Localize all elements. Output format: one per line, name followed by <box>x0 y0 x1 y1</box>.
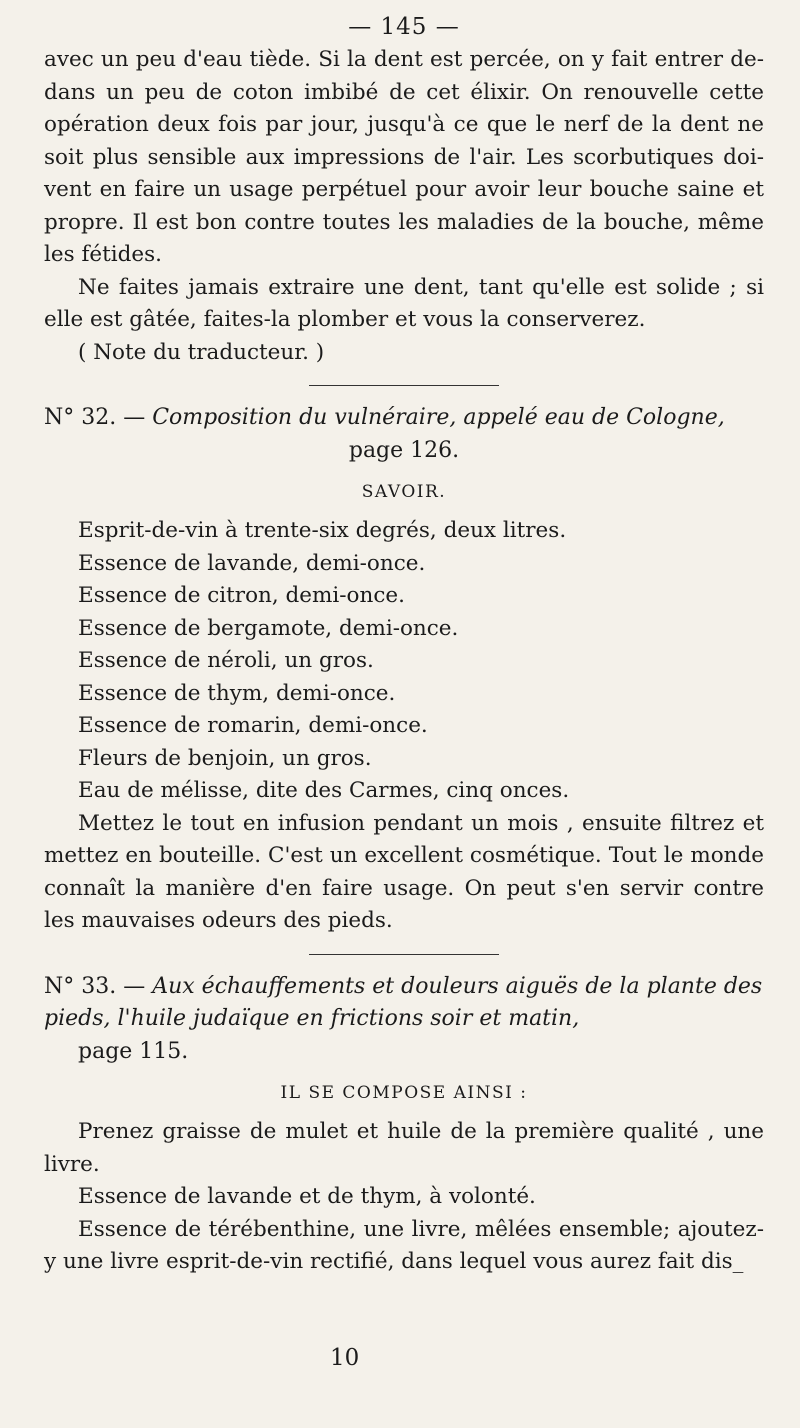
entry-33-heading <box>44 971 764 1036</box>
signature-mark: 10 <box>330 1345 360 1371</box>
list-item: Essence de romarin, demi-once. <box>78 713 428 738</box>
list-item: Eau de mélisse, dite des Carmes, cinq onces. <box>78 778 570 803</box>
list-item: Essence de citron, demi-once. <box>78 583 405 608</box>
book-page <box>44 10 764 1410</box>
entry-32-instructions: Mettez le tout en infusion pendant un mois , ensuite filtrez et mettez en bouteille. C'est un excellent cosmétique. Tout le monde connaît la manière d'en faire usage. On peut s'en servir contre les mauvaises odeurs des pieds. <box>44 810 764 933</box>
list-item: Essence de lavande, demi-once. <box>78 550 426 576</box>
list-item: Essence de néroli, un gros. <box>78 648 374 673</box>
entry-32-page-ref: page 126. <box>348 437 460 463</box>
section-divider <box>309 954 499 955</box>
entry-32-subheading: SAVOIR. <box>361 482 447 502</box>
ingredient-list <box>44 515 764 808</box>
advice-paragraph: Ne faites jamais extraire une dent, tant qu'elle est solide ; si elle est gâtée, faites-la plomber et vous la conserverez. <box>44 274 764 332</box>
list-item: Essence de bergamote, demi-once. <box>78 615 459 641</box>
entry-32-title: Composition du vulnéraire, appelé eau de Cologne, <box>152 405 725 430</box>
entry-33-subheading: IL SE COMPOSE AINSI : <box>280 1083 528 1103</box>
entry-32-number: N° 32. — <box>44 405 153 430</box>
entry-33-line: Essence de térébenthine, une livre, mêlées ensemble; ajoutez-y une livre esprit-de-vin rectifié, dans lequel vous aurez fait dis_ <box>44 1216 764 1274</box>
entry-33-line: Prenez graisse de mulet et huile de la première qualité , une livre. <box>44 1119 764 1177</box>
list-item: Essence de thym, demi-once. <box>78 680 396 706</box>
page-number: — 145 — <box>348 14 460 40</box>
entry-33-number: N° 33. — <box>44 973 153 999</box>
intro-paragraph: avec un peu d'eau tiède. Si la dent est percée, on y fait entrer de-dans un peu de coton imbibé de cet élixir. On renouvelle cette opération deux fois par jour, jusqu'à ce que le nerf de la dent ne soit plus sensible aux impressions de l'air. Les scorbutiques doi-vent en faire un usage perpétuel pour avoir leur bouche saine et propre. Il est bon contre toutes les maladies de la bouche, même les fétides. <box>44 47 764 267</box>
list-item: Fleurs de benjoin, un gros. <box>78 745 372 771</box>
list-item: Esprit-de-vin à trente-six degrés, deux litres. <box>78 518 567 543</box>
section-divider <box>309 385 499 386</box>
entry-33-line: Essence de lavande et de thym, à volonté. <box>78 1184 536 1209</box>
entry-32-heading <box>44 402 764 435</box>
entry-33-page-ref: page 115. <box>78 1038 189 1064</box>
entry-33-title: Aux échauffements et douleurs aiguës de la plante des pieds, l'huile judaïque en frictions soir et matin, <box>44 973 763 1031</box>
translator-note: ( Note du traducteur. ) <box>78 339 325 365</box>
